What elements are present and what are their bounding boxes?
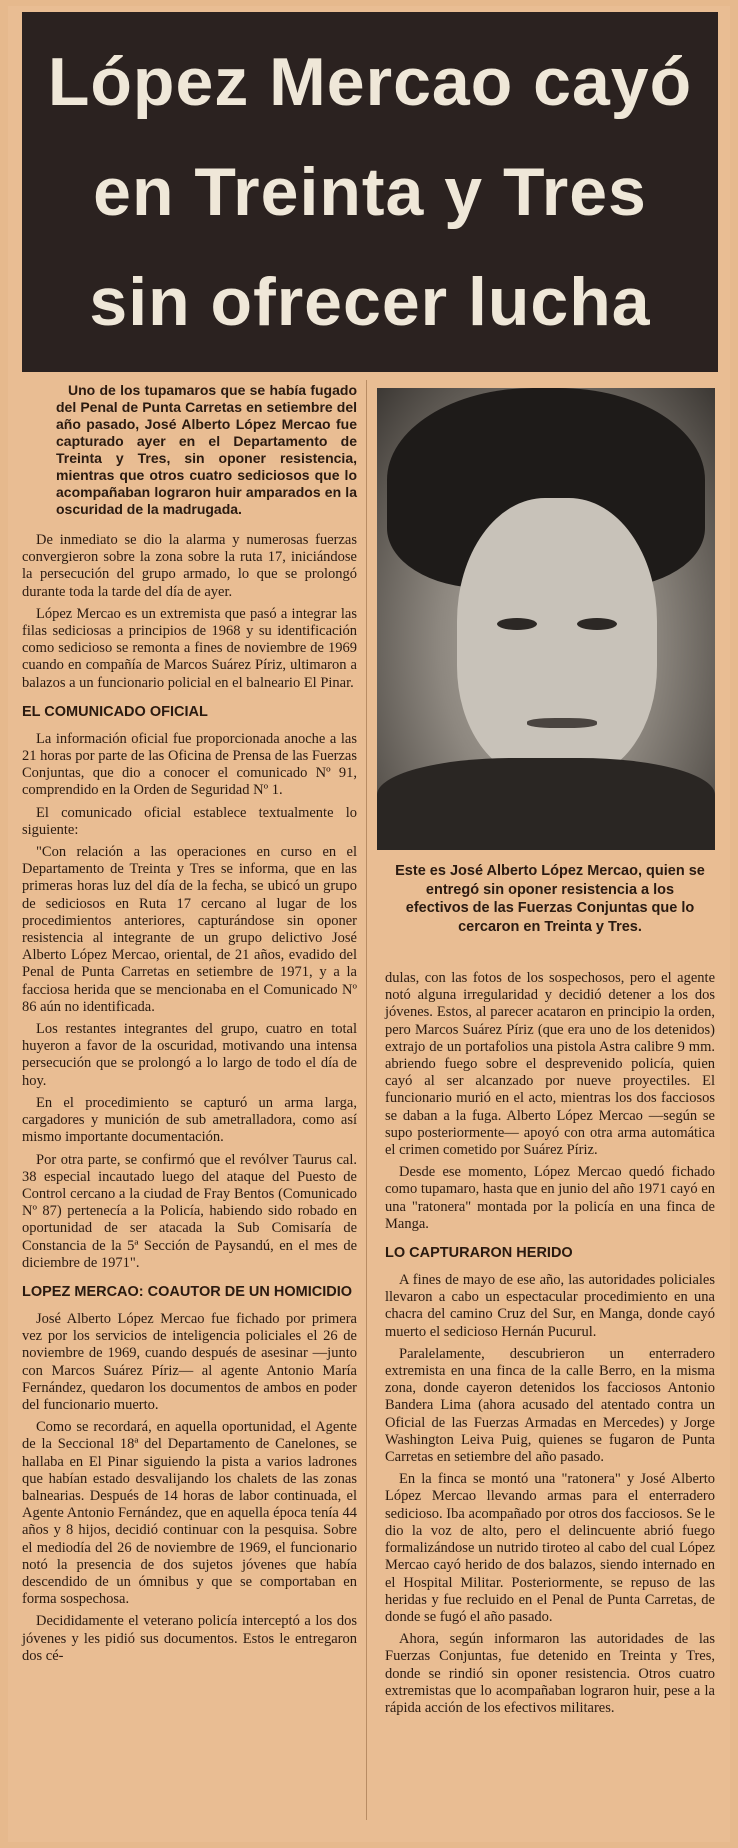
headline-line-2: en Treinta y Tres [93, 154, 647, 230]
section-heading: LO CAPTURARON HERIDO [385, 1245, 573, 1262]
article-paragraph: El comunicado oficial establece textualmente lo siguiente: [22, 804, 357, 838]
photo-face-shape [457, 498, 657, 778]
quote-paragraph: Por otra parte, se confirmó que el revólver Taurus cal. 38 especial incautado luego del ataque del Puesto de Control cercano a la ciudad de Fray Bentos (Comunicado Nº 87) pertenecía a la Policía, habiendo sido robado en oportunidad de ser atacada la Sub Comisaría de Constancia de la 5ª Sección de Paysandú, en el mes de diciembre de 1971". [22, 1151, 357, 1271]
article-paragraph: dulas, con las fotos de los sospechosos, pero el agente notó alguna irregularidad y decidió detener a los dos jóvenes. Estos, al parecer acataron en principio la orden, pero Marcos Suárez Píriz (que era uno de los detenidos) extrajo de un portafolios una pistola Astra calibre 9 mm. abriendo fuego sobre el desprevenido policía, quien cayó al ser alcanzado por nueve proyectiles. El funcionario murió en el acto, mientras los dos facciosos se daban a la fuga. Alberto López Mercao —según se supo posteriormente— apoyó con otra arma automática el crimen cometido por Suárez Píriz. [385, 970, 715, 1159]
article-paragraph: José Alberto López Mercao fue fichado por primera vez por los servicios de inteligencia policiales el 26 de noviembre de 1969, cuando después de asesinar —junto con Marcos Suárez Píriz— al agente Antonio María Fernández, quedaron los documentos de ambos en poder del funcionario muerto. [22, 1310, 357, 1413]
photo-eye-shape [577, 618, 617, 630]
article-paragraph: A fines de mayo de ese año, las autoridades policiales llevaron a cabo un espectacular procedimiento en una chacra del camino Cruz del Sur, en Manga, donde cayó muerto el sedicioso Hernán Pucurul. [385, 1272, 715, 1340]
article-paragraph: En la finca se montó una "ratonera" y José Alberto López Mercao llevando armas para el enterradero sedicioso. Iba acompañado por otros dos facciosos. Se le dio la voz de alto, pero el delincuente abrió fuego formalizándose un nutrido tiroteo al cabo del cual López Mercao cayó herido de dos balazos, siendo internado en el Hospital Militar. Posteriormente, se repuso de las heridas y fue recluido en el Penal de Punta Carretas, de donde se fugó el año pasado. [385, 1471, 715, 1625]
article-paragraph: Como se recordará, en aquella oportunidad, el Agente de la Seccional 18ª del Departamento de Canelones, se hallaba en El Pinar siguiendo la pista a varios ladrones que habían estado desvalijando los chalets de las zonas balnearias. Después de 14 horas de labor continuada, el Agente Antonio Fernández, que en aquella época tenía 44 años y 8 hijos, decidió continuar con la pesquisa. Sobre el mediodía del 26 de noviembre de 1969, el funcionario notó la presencia de dos sujetos jóvenes que había descendido de un ómnibus y que se comportaban en forma sospechosa. [22, 1419, 357, 1608]
right-column [385, 970, 715, 1722]
column-divider [366, 380, 367, 1820]
headline-line-1: López Mercao cayó [47, 44, 693, 120]
photo-caption: Este es José Alberto López Mercao, quien se entregó sin oponer resistencia a los efectivos de las Fuerzas Conjuntas que lo cercaron en Treinta y Tres. [395, 863, 705, 935]
quote-paragraph: "Con relación a las operaciones en curso en el Departamento de Treinta y Tres se informa, que en las primeras horas luz del día de la fecha, se ubicó un grupo de sediciosos en Ruta 17 cercano al lugar de los procedimientos anteriores, capturándose sin oponer resistencia al integrante de un grupo delictivo José Alberto López Mercao, oriental, de 21 años, evadido del Penal de Punta Carretas en setiembre de 1971, y a la facciosa herida que se mencionaba en el Comunicado Nº 86 aún no identificada. [22, 844, 357, 1015]
portrait-photo [377, 388, 715, 850]
article-paragraph: Ahora, según informaron las autoridades de las Fuerzas Conjuntas, fue detenido en Treinta y Tres, donde se rindió sin oponer resistencia. Otros cuatro extremistas que lo acompañaban lograron huir, pese a la rápida acción de los efectivos militares. [385, 1631, 715, 1716]
article-paragraph: Decididamente el veterano policía interceptó a los dos jóvenes y les pidió sus documentos. Estos le entregaron dos cé- [22, 1613, 357, 1664]
quote-paragraph: Los restantes integrantes del grupo, cuatro en total huyeron a favor de la oscuridad, motivando una intensa persecución que se prolongó a lo largo de todo el día de hoy. [22, 1021, 357, 1089]
section-heading: EL COMUNICADO OFICIAL [22, 703, 208, 720]
article-paragraph: Desde ese momento, López Mercao quedó fichado como tupamaro, hasta que en junio del año 1971 cayó en una "ratonera" montada por la policía en una finca de Manga. [385, 1164, 715, 1232]
article-paragraph: López Mercao es un extremista que pasó a integrar las filas sediciosas a principios de 1968 y su identificación como sedicioso se remonta a fines de noviembre de 1969 cuando en compañía de Marcos Suárez Píriz, ultimaron a balazos a un funcionario policial en el balneario El Pinar. [22, 605, 357, 691]
left-column [22, 382, 357, 1670]
quote-paragraph: En el procedimiento se capturó un arma larga, cargadores y munición de sub ametralladora, como así mismo importante documentación. [22, 1094, 357, 1146]
lead-paragraph: Uno de los tupamaros que se había fugado del Penal de Punta Carretas en setiembre del año pasado, José Alberto López Mercao fue capturado ayer en el Departamento de Treinta y Tres, sin oponer resistencia, mientras que otros cuatro sediciosos que lo acompañaban lograron huir amparados en la oscuridad de la madrugada. [56, 382, 357, 517]
article-paragraph: De inmediato se dio la alarma y numerosas fuerzas convergieron sobre la zona sobre la ruta 17, iniciándose la persecución del grupo armado, lo que se prolongó durante toda la tarde del día de ayer. [22, 532, 357, 600]
article-paragraph: La información oficial fue proporcionada anoche a las 21 horas por parte de las Oficina de Prensa de las Fuerzas Conjuntas, que dio a conocer el comunicado Nº 91, comprendido en la Orden de Seguridad Nº 1. [22, 730, 357, 799]
headline-banner [22, 12, 718, 372]
section-heading: LOPEZ MERCAO: COAUTOR DE UN HOMICIDIO [22, 1283, 353, 1300]
photo-eye-shape [497, 618, 537, 630]
article-paragraph: Paralelamente, descubrieron un enterradero extremista en una finca de la calle Berro, en la misma zona, donde cayeron detenidos los facciosos Antonio Bandera Lima (ahora acusado del atentado contra un Oficial de las Fuerzas Armadas en Mercedes) y Jorge Washington Leiva Puig, quienes se fugaron de Punta Carretas en setiembre del año pasado. [385, 1345, 715, 1466]
photo-shoulders-shape [377, 758, 715, 850]
photo-mouth-shape [527, 718, 597, 728]
headline-line-3: sin ofrecer lucha [89, 264, 651, 340]
